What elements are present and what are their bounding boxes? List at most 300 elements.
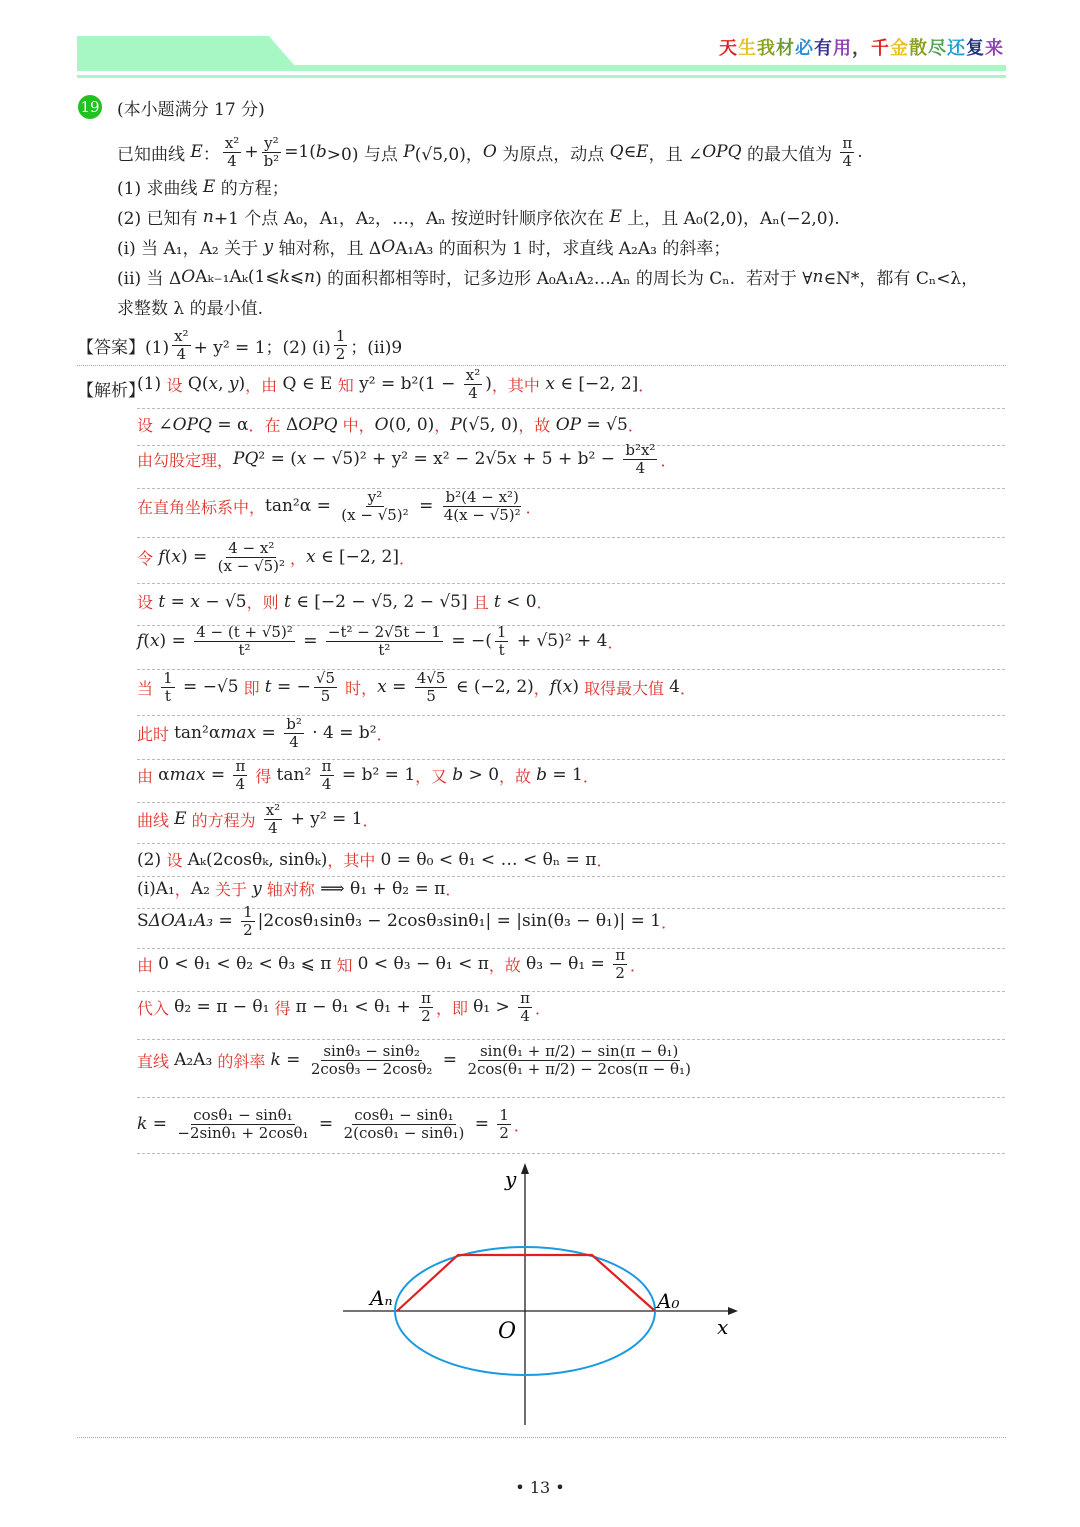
math-text: ∈ [−2, 2] (554, 374, 639, 394)
math-variable: E (609, 206, 622, 227)
denominator: 2(cosθ₁ − sinθ₁) (343, 1123, 465, 1142)
math-variable: E (174, 809, 187, 829)
solution-line (137, 1043, 696, 1077)
math-variable: k (137, 1114, 148, 1134)
explanation-text: ． (661, 912, 678, 932)
math-text: 的方程； (215, 179, 289, 199)
numerator: b²(4 − x²) (445, 488, 519, 506)
footer-divider (77, 1437, 1006, 1438)
math-text: = (280, 1050, 306, 1070)
explanation-text: ． (398, 548, 415, 568)
solution-line (137, 590, 553, 613)
fraction (342, 1107, 467, 1141)
numerator: 1 (499, 1106, 509, 1124)
math-text: 的最大值为 (741, 144, 838, 165)
math-text: ( (164, 547, 172, 567)
math-variable: x (190, 591, 200, 612)
explanation-text: 的方程为 (186, 810, 261, 830)
fraction (241, 904, 255, 938)
explanation-text: ． (362, 810, 379, 830)
a0-label: A₀ (657, 1289, 680, 1313)
explanation-text: 得 (250, 766, 277, 786)
explanation-text: 直线 (137, 1051, 175, 1071)
math-variable: b (536, 765, 547, 785)
denominator: 4 (235, 774, 246, 793)
math-text: A₁A₃ 的面积为 1 时，求直线 A₂A₃ 的斜率； (395, 239, 731, 259)
math-text: (0, 0) (388, 414, 435, 435)
motto-char: 尽 (928, 38, 947, 59)
math-text: = α (211, 414, 249, 435)
explanation-text: ． (525, 497, 542, 517)
solution-line (137, 947, 646, 981)
math-text: = −√5 (177, 677, 239, 697)
math-text: tan²α = (265, 496, 337, 516)
denominator: t² (378, 640, 391, 659)
math-variable: t (493, 591, 501, 612)
explanation-text: 设 (166, 375, 183, 395)
row-divider (137, 1097, 1005, 1098)
denominator: 4 (268, 818, 278, 837)
explanation-text: ． (582, 766, 599, 786)
fraction (161, 670, 175, 704)
denominator: 4 (520, 1006, 530, 1025)
explanation-text: ． (596, 851, 613, 870)
denominator: 4 (468, 383, 478, 402)
denominator: 5 (426, 686, 436, 705)
math-variable: x (507, 449, 517, 469)
question-line (117, 174, 289, 199)
explanation-text: ，其中 (491, 375, 540, 395)
fraction (216, 540, 287, 574)
solution-line (137, 1107, 530, 1141)
math-variable: O (482, 142, 497, 162)
fraction (415, 670, 448, 704)
math-variable: OPQ (172, 414, 212, 435)
math-text: θ₂ = π − θ₁ (174, 997, 270, 1017)
denominator: 5 (320, 686, 331, 705)
explanation-text: ，又 (415, 766, 453, 786)
solution-line (137, 877, 461, 900)
fraction (172, 328, 190, 362)
math-text: = (413, 496, 439, 516)
denominator: (x − √5)² (217, 556, 286, 575)
math-variable: k (279, 266, 290, 287)
math-text: Q( (182, 374, 209, 394)
math-variable: O (381, 236, 396, 257)
math-variable: n (202, 206, 214, 227)
explanation-text: ，故 (518, 416, 551, 435)
math-text: ∈ (623, 142, 637, 162)
math-text: · 4 = b² (306, 723, 377, 743)
math-text: ⩽ (289, 266, 305, 287)
fraction (264, 802, 282, 836)
fraction (309, 1043, 435, 1077)
fraction (326, 624, 443, 658)
explanation-text: 轴对称 (261, 880, 315, 899)
math-text: ∠ (153, 414, 173, 435)
solution-line (137, 442, 676, 476)
math-text: +1 个点 A₀，A₁，A₂，…，Aₙ 按逆时针顺序依次在 (213, 209, 610, 229)
math-variable: y (263, 236, 274, 257)
math-text: 轴对称，且 Δ (273, 239, 382, 259)
numerator: −t² − 2√5t − 1 (327, 623, 441, 641)
math-text: . (857, 142, 863, 162)
explanation-text: ，则 (246, 593, 279, 612)
numerator: x² (174, 327, 189, 345)
x-axis-arrow (728, 1307, 738, 1315)
denominator: 2 (243, 920, 253, 939)
math-text: (i) 当 A₁，A₂ 关于 (117, 239, 264, 259)
explanation-text: 时， (340, 678, 378, 698)
question-number-badge: 19 (78, 95, 102, 119)
denominator: 4 (289, 732, 299, 751)
motto-char: 复 (966, 38, 985, 59)
header-motto (719, 34, 1004, 60)
motto-char: 散 (909, 38, 928, 59)
math-variable: n (812, 266, 824, 287)
numerator: π (321, 757, 332, 775)
explanation-text: 由 (137, 955, 159, 975)
math-text: + y² = 1 (285, 809, 363, 829)
math-variable: f (158, 547, 165, 567)
denominator: 4 (635, 458, 646, 477)
math-text: (2) 已知有 (117, 209, 203, 229)
explanation-text: 此时 (137, 724, 175, 744)
math-text: > 0 (463, 765, 500, 785)
denominator: (x − √5)² (341, 505, 409, 524)
math-text: A₂A₃ (174, 1050, 213, 1070)
math-text: 0 < θ₃ − θ₁ < π (357, 954, 489, 974)
ellipse-figure (330, 1160, 750, 1430)
math-text: ) (485, 374, 492, 394)
math-variable: Q (609, 142, 624, 162)
an-label: Aₙ (370, 1286, 393, 1310)
question-line (117, 294, 263, 319)
math-text: − √5 (199, 591, 247, 612)
origin-label: O (498, 1319, 517, 1344)
denominator: t (498, 640, 505, 659)
explanation-text: ． (660, 450, 677, 470)
math-text: 上，且 A₀(2,0)，Aₙ(−2,0). (621, 209, 840, 229)
math-variable: max (169, 765, 206, 785)
math-text: 0 < θ₁ < θ₂ < θ₃ ⩽ π (158, 954, 332, 974)
math-text: ⟹ θ₁ + θ₂ = π (314, 878, 446, 899)
numerator: sin(θ₁ + π/2) − sin(π − θ₁) (479, 1042, 679, 1060)
motto-char: 有 (814, 38, 833, 59)
denominator: t (164, 686, 171, 705)
motto-char: 用 (833, 38, 852, 59)
fraction (334, 328, 348, 362)
fraction (623, 442, 657, 476)
numerator: 4 − x² (228, 539, 275, 557)
math-variable: x (208, 374, 219, 394)
denominator: −2sinθ₁ + 2cosθ₁ (177, 1123, 309, 1142)
motto-char: 生 (738, 38, 757, 59)
math-text: ∈ [−2, 2] (315, 547, 399, 567)
solution-line (137, 670, 696, 704)
math-text: 4 (669, 677, 680, 697)
motto-char: ， (852, 38, 871, 59)
explanation-text: ．在 (248, 416, 281, 435)
math-text: = (213, 911, 239, 931)
math-text: = (256, 723, 282, 743)
math-text: = (386, 677, 412, 697)
math-text: = −( (445, 631, 492, 651)
denominator: 2 (615, 963, 625, 982)
math-text: Aₖ(2cosθₖ, sinθₖ) (187, 849, 328, 870)
fraction (497, 1107, 511, 1141)
math-variable: OPQ (298, 414, 338, 435)
explanation-text: ，故 (488, 955, 526, 975)
math-variable: x (545, 374, 555, 394)
explanation-text: ． (638, 375, 655, 395)
math-variable: y (252, 878, 262, 899)
math-text: tan²α (174, 723, 221, 743)
math-text: Δ (280, 414, 299, 435)
math-variable: P (450, 414, 462, 435)
explanation-text: ． (536, 593, 553, 612)
explanation-text: ． (376, 724, 393, 744)
motto-char: 还 (947, 38, 966, 59)
math-variable: f (137, 631, 144, 651)
explanation-text: 中， (337, 416, 375, 435)
fraction (320, 758, 334, 792)
math-text: = (165, 591, 191, 612)
math-text: + (244, 142, 259, 162)
question-line (117, 264, 978, 289)
math-text: = (469, 1114, 495, 1134)
explanation-text: 由 (137, 766, 159, 786)
solution-line (137, 367, 654, 401)
motto-char: 我 (757, 38, 776, 59)
numerator: π (235, 757, 246, 775)
y-axis-arrow (521, 1163, 529, 1174)
explanation-text: 设 (137, 416, 154, 435)
math-text: (1) 求曲线 (117, 179, 203, 199)
math-text: + 5 + b² − (516, 449, 621, 469)
fraction (464, 367, 482, 401)
math-text: 已知曲线 (117, 144, 191, 165)
math-variable: O (374, 414, 389, 435)
explanation-text: ． (679, 678, 696, 698)
explanation-text: 即 (238, 678, 265, 698)
math-variable: x (149, 631, 160, 651)
explanation-text: ． (445, 880, 462, 899)
denominator: 2 (499, 1123, 509, 1142)
solution-line (137, 904, 677, 938)
fraction (518, 990, 532, 1024)
fraction (339, 489, 410, 523)
explanation-text: ， (290, 548, 307, 568)
math-text: tan² (276, 765, 317, 785)
explanation-text: ． (627, 416, 644, 435)
explanation-text: ． (513, 1115, 530, 1135)
explanation-text: ，其中 (327, 851, 381, 870)
row-divider (137, 537, 1005, 538)
solution-line (137, 758, 599, 792)
math-text: ∈ [−2 − √5, 2 − √5] (290, 591, 468, 612)
math-text: 【答案】(1) (77, 337, 170, 358)
row-divider (137, 408, 1005, 409)
divider (77, 365, 1006, 366)
math-text: ) (572, 677, 579, 697)
explanation-text: 当 (137, 678, 159, 698)
explanation-text: 设 (137, 593, 154, 612)
math-text: (ii) 当 Δ (117, 269, 182, 289)
fraction (262, 135, 282, 169)
math-text: ： (202, 144, 220, 165)
solution-line (137, 990, 551, 1024)
math-variable: PQ (233, 449, 259, 469)
fraction (194, 624, 295, 658)
denominator: 4 (842, 151, 853, 170)
math-text: = 1 (547, 765, 583, 785)
math-text: y² = b²(1 − (353, 374, 461, 394)
math-text: ∈N*，都有 Cₙ<λ， (823, 269, 979, 289)
question-line (117, 135, 863, 169)
solution-line (137, 802, 379, 836)
math-text: + y² = 1；(2) (i) (193, 337, 331, 358)
numerator: 1 (243, 903, 253, 921)
solution-line (137, 716, 393, 750)
math-text: 0 = θ₀ < θ₁ < … < θₙ = π (380, 849, 597, 870)
math-text: (1) (137, 374, 167, 394)
math-text: (√5,0)， (414, 144, 483, 165)
solution-line (137, 848, 612, 871)
row-divider (137, 583, 1005, 584)
math-text: = (437, 1050, 463, 1070)
solution-line (137, 540, 415, 574)
fraction (840, 135, 854, 169)
explanation-text: ，故 (499, 766, 537, 786)
explanation-text: 取得最大值 (578, 678, 670, 698)
math-text: ( (556, 677, 563, 697)
numerator: x² (265, 801, 281, 819)
numerator: √5 (315, 669, 336, 687)
math-variable: E (636, 142, 649, 162)
fraction (233, 758, 247, 792)
math-text: A₂ (190, 878, 210, 899)
math-variable: OPQ (702, 142, 742, 162)
math-text: = (313, 1114, 339, 1134)
explanation-text: 曲线 (137, 810, 175, 830)
explanation-text: 知 (331, 955, 358, 975)
motto-char: 金 (890, 38, 909, 59)
math-text: 求整数 λ 的最小值. (117, 299, 263, 319)
fraction (442, 489, 523, 523)
numerator: cosθ₁ − sinθ₁ (193, 1106, 293, 1124)
header-rule-thin (77, 75, 1006, 78)
denominator: 4(x − √5)² (443, 505, 521, 524)
denominator: t² (238, 640, 251, 659)
solution-line (137, 624, 623, 658)
math-text: − √5)² + y² = x² − 2√5 (306, 449, 508, 469)
math-variable: t (158, 591, 166, 612)
numerator: 1 (335, 327, 346, 345)
motto-char: 来 (985, 38, 1004, 59)
y-axis-label: y (505, 1167, 517, 1191)
math-text: (i)A₁ (137, 878, 175, 899)
numerator: π (421, 989, 431, 1007)
math-text: < 0 (500, 591, 537, 612)
math-variable: f (549, 677, 557, 697)
math-text: ；(ii)9 (350, 337, 403, 358)
numerator: 4 − (t + √5)² (196, 623, 293, 641)
solution-line (137, 413, 644, 436)
fraction (495, 624, 509, 658)
math-text: = − (271, 677, 311, 697)
math-text: π − θ₁ < θ₁ + (295, 997, 417, 1017)
math-text: = b² = 1 (336, 765, 416, 785)
math-text: ) 的面积都相等时，记多边形 A₀A₁A₂…Aₙ 的周长为 Cₙ. 若对于 ∀ (315, 269, 813, 289)
explanation-text: 令 (137, 548, 154, 568)
numerator: 1 (163, 669, 173, 687)
explanation-text: 由勾股定理， (137, 450, 234, 470)
explanation-text: 的斜率 (212, 1051, 271, 1071)
math-text: (本小题满分 17 分) (117, 100, 265, 120)
explanation-text: 知 (337, 375, 354, 395)
numerator: 4√5 (416, 669, 446, 687)
denominator: 2cos(θ₁ + π/2) − 2cos(π − θ₁) (467, 1059, 691, 1078)
math-variable: x (171, 547, 181, 567)
motto-char: 天 (719, 38, 738, 59)
motto-char: 千 (871, 38, 890, 59)
denominator: 2 (421, 1006, 431, 1025)
numerator: π (615, 946, 626, 964)
explanation-text: ． (607, 632, 624, 652)
numerator: cosθ₁ − sinθ₁ (354, 1106, 454, 1124)
fraction (613, 947, 627, 981)
explanation-text: ． (630, 955, 647, 975)
math-text: (√5, 0) (461, 414, 519, 435)
explanation-text: 代入 (137, 998, 175, 1018)
denominator: 2cosθ₃ − 2cosθ₂ (310, 1059, 433, 1078)
motto-char: 材 (776, 38, 795, 59)
math-variable: b (315, 142, 327, 162)
header-tab (77, 36, 295, 66)
fraction (314, 670, 337, 704)
question-line (117, 234, 730, 259)
math-variable: E (202, 176, 216, 197)
fraction (175, 1107, 310, 1141)
math-text: = (297, 631, 323, 651)
motto-char: 必 (795, 38, 814, 59)
math-text: S (137, 911, 149, 931)
math-text: = √5 (581, 414, 628, 435)
explanation-text: ， (434, 416, 451, 435)
math-variable: t (284, 591, 291, 612)
explanation-text: 在直角坐标系中， (137, 497, 266, 517)
numerator: b²x² (625, 441, 656, 459)
header-rule (77, 65, 1006, 71)
explanation-text: 得 (269, 998, 296, 1018)
explanation-text: 关于 (209, 880, 253, 899)
explanation-text: ，由 (245, 375, 278, 395)
numerator: y² (367, 488, 383, 506)
question-line (117, 204, 840, 229)
explanation-text: ， (174, 880, 191, 899)
explanation-text: 且 (467, 593, 494, 612)
math-text: >0) 与点 (326, 144, 404, 165)
math-text: |2cosθ₁sinθ₃ − 2cosθ₃sinθ₁| = |sin(θ₃ − θ₁)| = 1 (257, 911, 662, 931)
numerator: 1 (496, 623, 507, 641)
math-text: ) (238, 374, 246, 394)
solution-line (137, 489, 542, 523)
denominator: b² (263, 151, 280, 170)
math-text: α (158, 765, 170, 785)
math-variable: x (377, 677, 387, 697)
math-variable: x (296, 449, 307, 469)
